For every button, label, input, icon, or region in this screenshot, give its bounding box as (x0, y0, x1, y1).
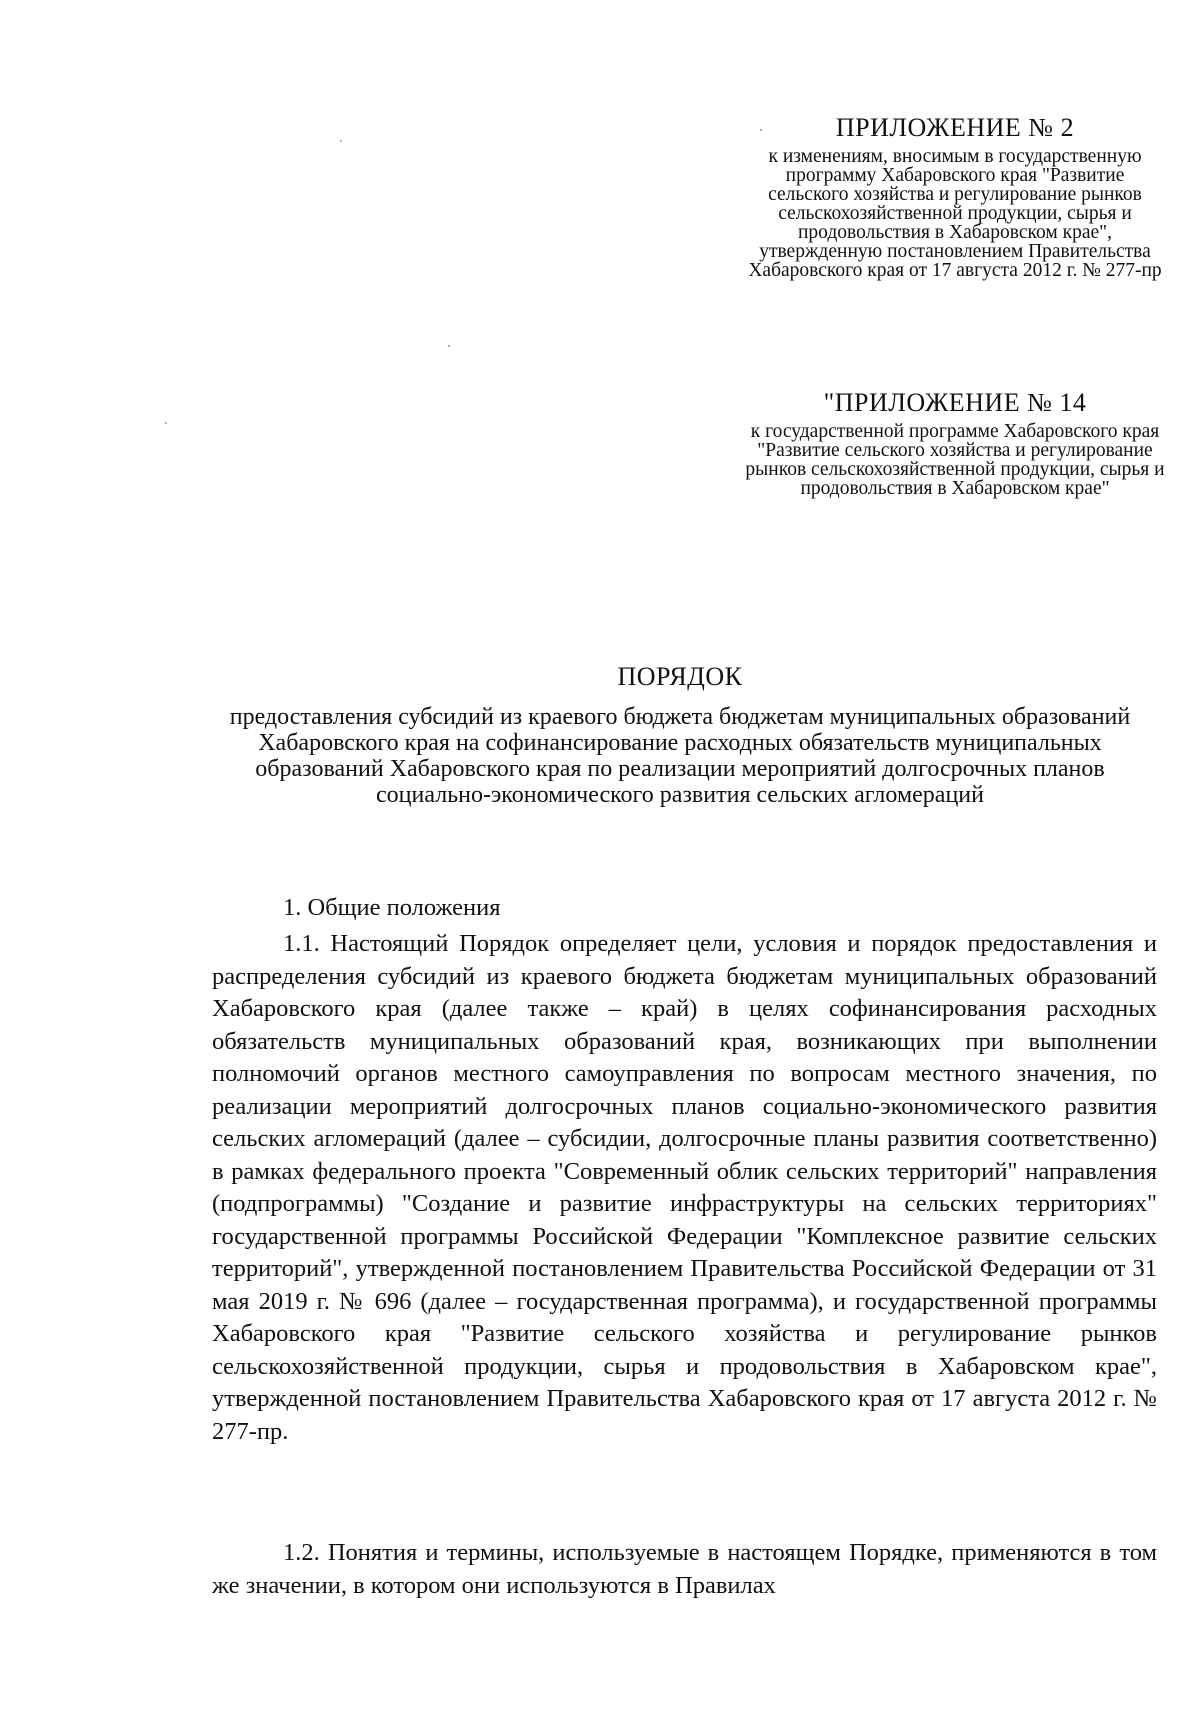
scan-speck (448, 345, 450, 347)
appendix-14-title: "ПРИЛОЖЕНИЕ № 14 (823, 388, 1087, 417)
appendix-14-block (745, 388, 1165, 498)
paragraph-1-2: 1.2. Понятия и термины, используемые в настоящем Порядке, применяются в том же значении, в котором они используются в Правилах (212, 1539, 1157, 1599)
paragraph-1-1: 1.1. Настоящий Порядок определяет цели, условия и порядок предоставления и распределения субсидий из краевого бюджета бюджетам муниципальных образований Хабаровского края (далее также – край) в целях софинансирования расходных обязательств муниципальных образований края, возникающих при выполнении полномочий органов местного самоуправления по вопросам местного значения, по реализации мероприятий долгосрочных планов социально-экономического развития сельских агломераций (далее – субсидии, долгосрочные планы развития соответственно) в рамках федерального проекта "Современный облик сельских территорий" направления (подпрограммы) "Создание и развитие инфраструктуры на сельских территориях" государственной программы Российской Федерации "Комплексное развитие сельских территорий", утвержденной постановлением Правительства Российской Федерации от 31 мая 2019 г. № 696 (далее – государственная программа), и государственной программы Хабаровского края "Развитие сельского хозяйства и регулирование рынков сельскохозяйственной продукции, сырья и продовольствия в Хабаровском крае", утвержденной постановлением Правительства Хабаровского края от 17 августа 2012 г. № 277-пр. (212, 930, 1157, 1445)
document-subtitle: предоставления субсидий из краевого бюджета бюджетам муниципальных образований Хабаровского края на софинансирование расходных обязательств муниципальных образований Хабаровского края по реализации мероприятий долгосрочных планов социально-экономического развития сельских агломераций (229, 704, 1131, 808)
document-title: ПОРЯДОК (617, 662, 743, 691)
appendix-14-text: к государственной программе Хабаровского края "Развитие сельского хозяйства и регулирование рынков сельскохозяйственной продукции, сырья и продовольствия в Хабаровском крае" (745, 421, 1165, 499)
document-heading (200, 662, 1160, 808)
appendix-2-text: к изменениям, вносимым в государственную программу Хабаровского края "Развитие сельского хозяйства и регулирование рынков сельскохозяйственной продукции, сырья и продовольствия в Хабаровском крае", утвержденную постановлением Правительства Хабаровского края от 17 августа 2012 г. № 277-пр (748, 146, 1162, 281)
section-title: 1. Общие положения (283, 894, 501, 921)
scan-speck (165, 422, 167, 424)
scan-speck (340, 140, 342, 142)
appendix-2-block (745, 113, 1165, 280)
appendix-2-title: ПРИЛОЖЕНИЕ № 2 (835, 113, 1075, 142)
